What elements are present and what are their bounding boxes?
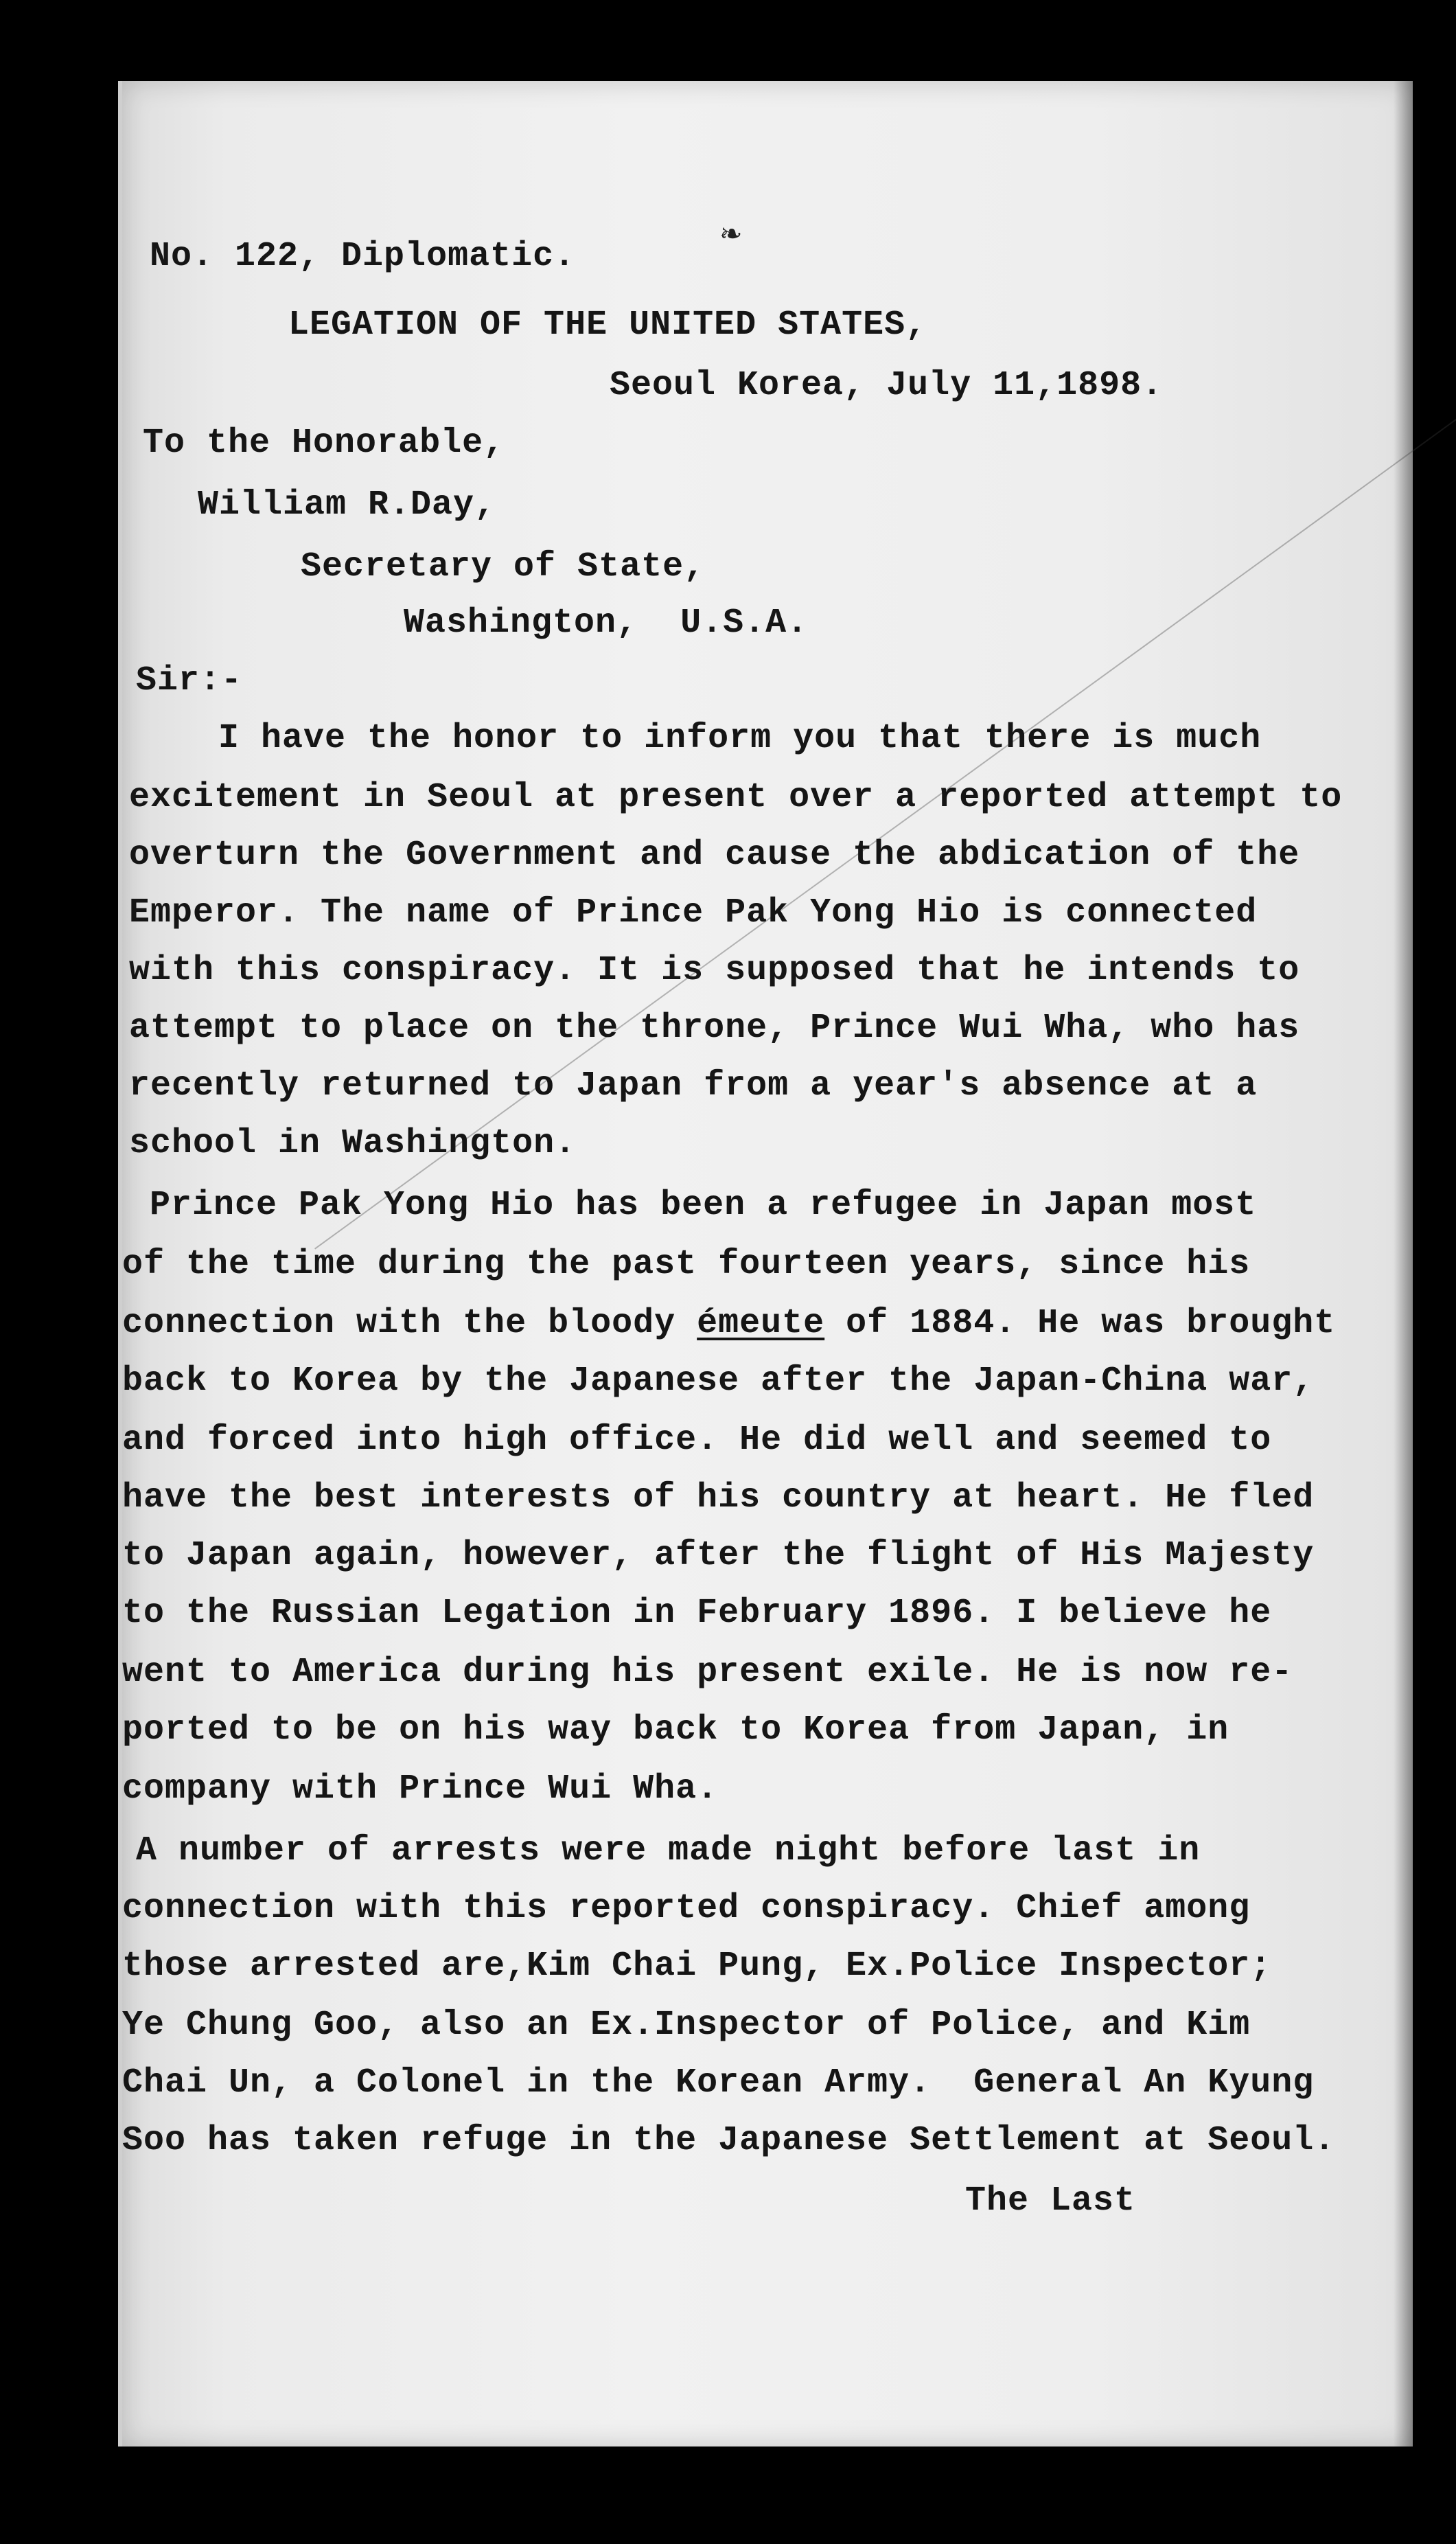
addressee-line-1: To the Honorable, xyxy=(143,424,505,463)
underlined-word: émeute xyxy=(697,1304,825,1343)
body-line: Ye Chung Goo, also an Ex.Inspector of Police, and Kim xyxy=(122,2006,1251,2045)
body-line: I have the honor to inform you that there is much xyxy=(218,719,1262,758)
body-line: attempt to place on the throne, Prince Wui Wha, who has xyxy=(129,1009,1300,1048)
place-and-date: Seoul Korea, July 11,1898. xyxy=(610,366,1164,405)
body-line: with this conspiracy. It is supposed that he intends to xyxy=(129,951,1300,990)
page-edge-shadow xyxy=(1394,81,1413,2446)
dispatch-number: No. 122, Diplomatic. xyxy=(150,237,576,276)
addressee-line-3: Secretary of State, xyxy=(301,547,706,586)
letter-page xyxy=(118,81,1413,2446)
body-line: to Japan again, however, after the flight of His Majesty xyxy=(122,1536,1315,1575)
body-line: those arrested are,Kim Chai Pung, Ex.Police Inspector; xyxy=(122,1947,1272,1986)
body-line: A number of arrests were made night before last in xyxy=(136,1831,1201,1870)
body-line: and forced into high office. He did well and seemed to xyxy=(122,1421,1272,1460)
body-line: Prince Pak Yong Hio has been a refugee in Japan most xyxy=(150,1186,1257,1225)
salutation: Sir:- xyxy=(136,661,243,700)
ink-mark-icon: ❧ xyxy=(719,218,743,250)
body-line: back to Korea by the Japanese after the Japan-China war, xyxy=(122,1362,1315,1401)
body-line: overturn the Government and cause the abdication of the xyxy=(129,836,1300,875)
body-line: school in Washington. xyxy=(129,1124,577,1163)
addressee-line-2: William R.Day, xyxy=(198,485,496,525)
body-line: Chai Un, a Colonel in the Korean Army. General An Kyung xyxy=(122,2063,1315,2102)
body-text: connection with the bloody xyxy=(122,1304,697,1343)
catchword: The Last xyxy=(965,2181,1136,2221)
body-text: of 1884. He was brought xyxy=(824,1304,1336,1343)
body-line: recently returned to Japan from a year's absence at a xyxy=(129,1066,1258,1105)
body-line: to the Russian Legation in February 1896. I believe he xyxy=(122,1594,1272,1633)
body-line: Soo has taken refuge in the Japanese Settlement at Seoul. xyxy=(122,2121,1336,2160)
body-line: of the time during the past fourteen years, since his xyxy=(122,1245,1251,1284)
body-line: have the best interests of his country at heart. He fled xyxy=(122,1478,1315,1517)
body-line: excitement in Seoul at present over a reported attempt to xyxy=(129,778,1343,817)
body-line: went to America during his present exile. He is now re- xyxy=(122,1653,1293,1692)
body-line: ported to be on his way back to Korea from Japan, in xyxy=(122,1710,1229,1750)
body-line-emeute xyxy=(122,1305,1335,1343)
body-line: connection with this reported conspiracy. Chief among xyxy=(122,1889,1251,1928)
body-line: Emperor. The name of Prince Pak Yong Hio is connected xyxy=(129,893,1258,932)
addressee-line-4: Washington, U.S.A. xyxy=(404,604,809,643)
legation-heading: LEGATION OF THE UNITED STATES, xyxy=(288,306,927,345)
body-line: company with Prince Wui Wha. xyxy=(122,1769,719,1809)
